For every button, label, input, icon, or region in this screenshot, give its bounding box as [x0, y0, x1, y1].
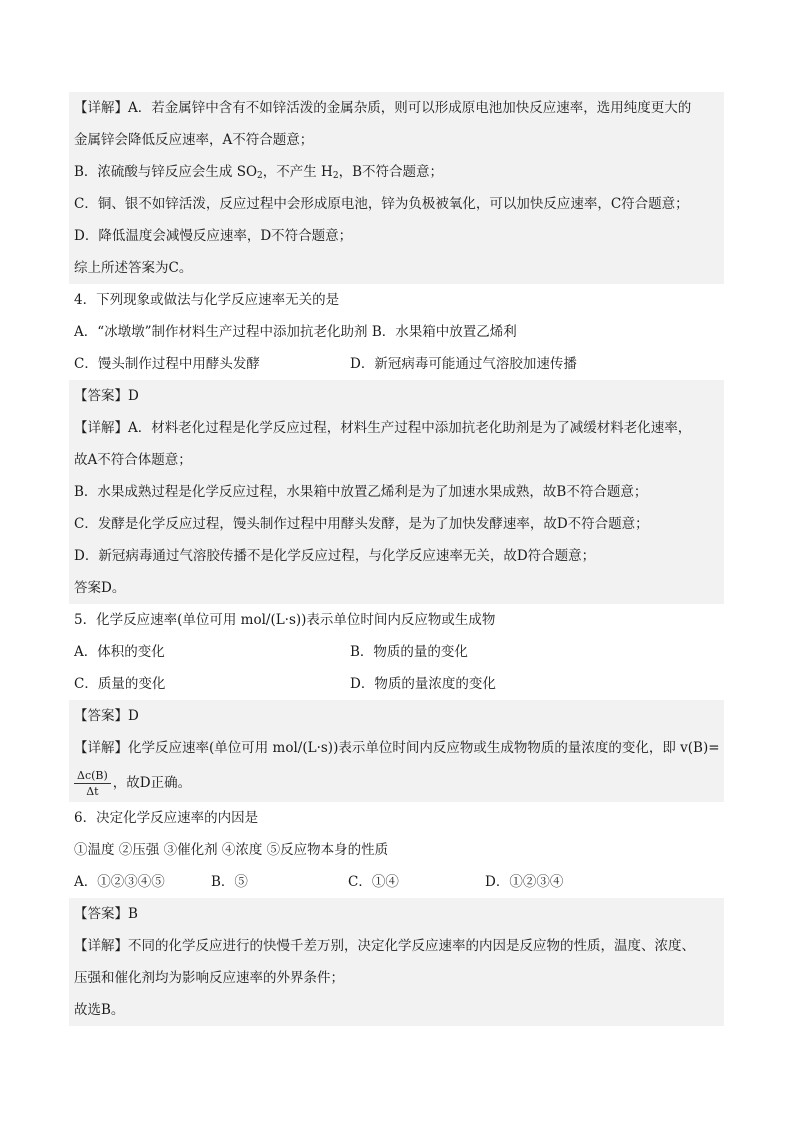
q6-option-d: D．①②③④	[485, 874, 564, 890]
q6-stem: 6．决定化学反应速率的内因是	[74, 810, 259, 826]
q3-detail-b	[69, 156, 724, 188]
q5-option-b: B．物质的量的变化	[350, 644, 468, 660]
q6-option-a: A．①②③④⑤	[74, 874, 165, 890]
q4-stem: 4．下列现象或做法与化学反应速率无关的是	[74, 292, 340, 308]
q6-options	[69, 866, 724, 898]
q3-detail-a-line1: 【详解】A．若金属锌中含有不如锌活泼的金属杂质，则可以形成原电池加快反应速率，选用纯度更大的	[74, 100, 692, 116]
q3-detail-b-post: ，B不符合题意；	[338, 164, 443, 180]
q5-answer: 【答案】D	[74, 708, 139, 724]
q4-detail-a-line2: 故A不符合体题意；	[74, 452, 192, 468]
q3-detail-b-sub2: 2	[332, 171, 339, 181]
q3-detail-b-mid: ，不产生 H	[262, 164, 333, 180]
q5-fraction-denominator: Δt	[86, 784, 99, 798]
q5-detail-line1: 【详解】化学反应速率(单位可用 mol/(L·s))表示单位时间内反应物或生成物物质的量浓度的变化，即 v(B)=	[74, 740, 720, 756]
q4-detail-c: C．发酵是化学反应过程，馒头制作过程中用酵头发酵，是为了加快发酵速率，故D不符合题意；	[74, 516, 649, 532]
document-page	[69, 92, 724, 1026]
q6-option-c: C．①④	[348, 874, 399, 890]
q5-stem: 5．化学反应速率(单位可用 mol/(L·s))表示单位时间内反应物或生成物	[74, 612, 496, 628]
q4-answer: 【答案】D	[74, 388, 139, 404]
q3-explanation	[69, 92, 724, 284]
q6-answer: 【答案】B	[74, 906, 138, 922]
q3-conclusion: 综上所述答案为C。	[74, 260, 193, 276]
q6-factors: ①温度 ②压强 ③催化剂 ④浓度 ⑤反应物本身的性质	[74, 842, 389, 858]
q5-detail-line2	[69, 764, 724, 802]
q5-option-a: A．体积的变化	[74, 644, 165, 660]
q4-conclusion: 答案D。	[74, 580, 126, 596]
q5-option-d: D．物质的量浓度的变化	[350, 676, 496, 692]
q4-explanation	[69, 380, 724, 604]
q6-detail-line1: 【详解】不同的化学反应进行的快慢千差万别，决定化学反应速率的内因是反应物的性质，温度、浓度、	[74, 938, 695, 954]
q4-option-c: C．馒头制作过程中用酵头发酵	[74, 356, 260, 372]
q3-detail-d: D．降低温度会减慢反应速率，D不符合题意；	[74, 228, 353, 244]
q5-detail-line2-text: ，故D正确。	[112, 775, 192, 791]
q6-explanation	[69, 898, 724, 1026]
q4-detail-b: B．水果成熟过程是化学反应过程，水果箱中放置乙烯利是为了加速水果成熟，故B不符合题意；	[74, 484, 648, 500]
q4-options-cd	[69, 348, 724, 380]
q4-detail-d: D．新冠病毒通过气溶胶传播不是化学反应过程，与化学反应速率无关，故D符合题意；	[74, 548, 596, 564]
q5-fraction-numerator: Δc(B)	[74, 768, 111, 784]
q4-detail-a-line1: 【详解】A．材料老化过程是化学反应过程，材料生产过程中添加抗老化助剂是为了减缓材料老化速率，	[74, 420, 692, 436]
q3-detail-a-line2: 金属锌会降低反应速率，A不符合题意；	[74, 132, 314, 148]
q6-detail-line2: 压强和催化剂均为影响反应速率的外界条件；	[74, 970, 344, 986]
q5-options-cd	[69, 668, 724, 700]
q5-explanation	[69, 700, 724, 802]
q5-fraction	[74, 768, 111, 799]
q6-option-b: B．⑤	[211, 874, 248, 890]
q6-conclusion: 故选B。	[74, 1002, 125, 1018]
q3-detail-b-pre: B．浓硫酸与锌反应会生成 SO	[74, 164, 258, 180]
q4-option-ab: A．“冰墩墩”制作材料生产过程中添加抗老化助剂 B．水果箱中放置乙烯利	[74, 324, 517, 340]
q4-option-d: D．新冠病毒可能通过气溶胶加速传播	[350, 356, 577, 372]
q3-detail-b-sub1: 2	[257, 171, 263, 181]
q5-option-c: C．质量的变化	[74, 676, 166, 692]
q5-options-ab	[69, 636, 724, 668]
q3-detail-c: C．铜、银不如锌活泼，反应过程中会形成原电池，锌为负极被氧化，可以加快反应速率，C符合题意；	[74, 196, 689, 212]
